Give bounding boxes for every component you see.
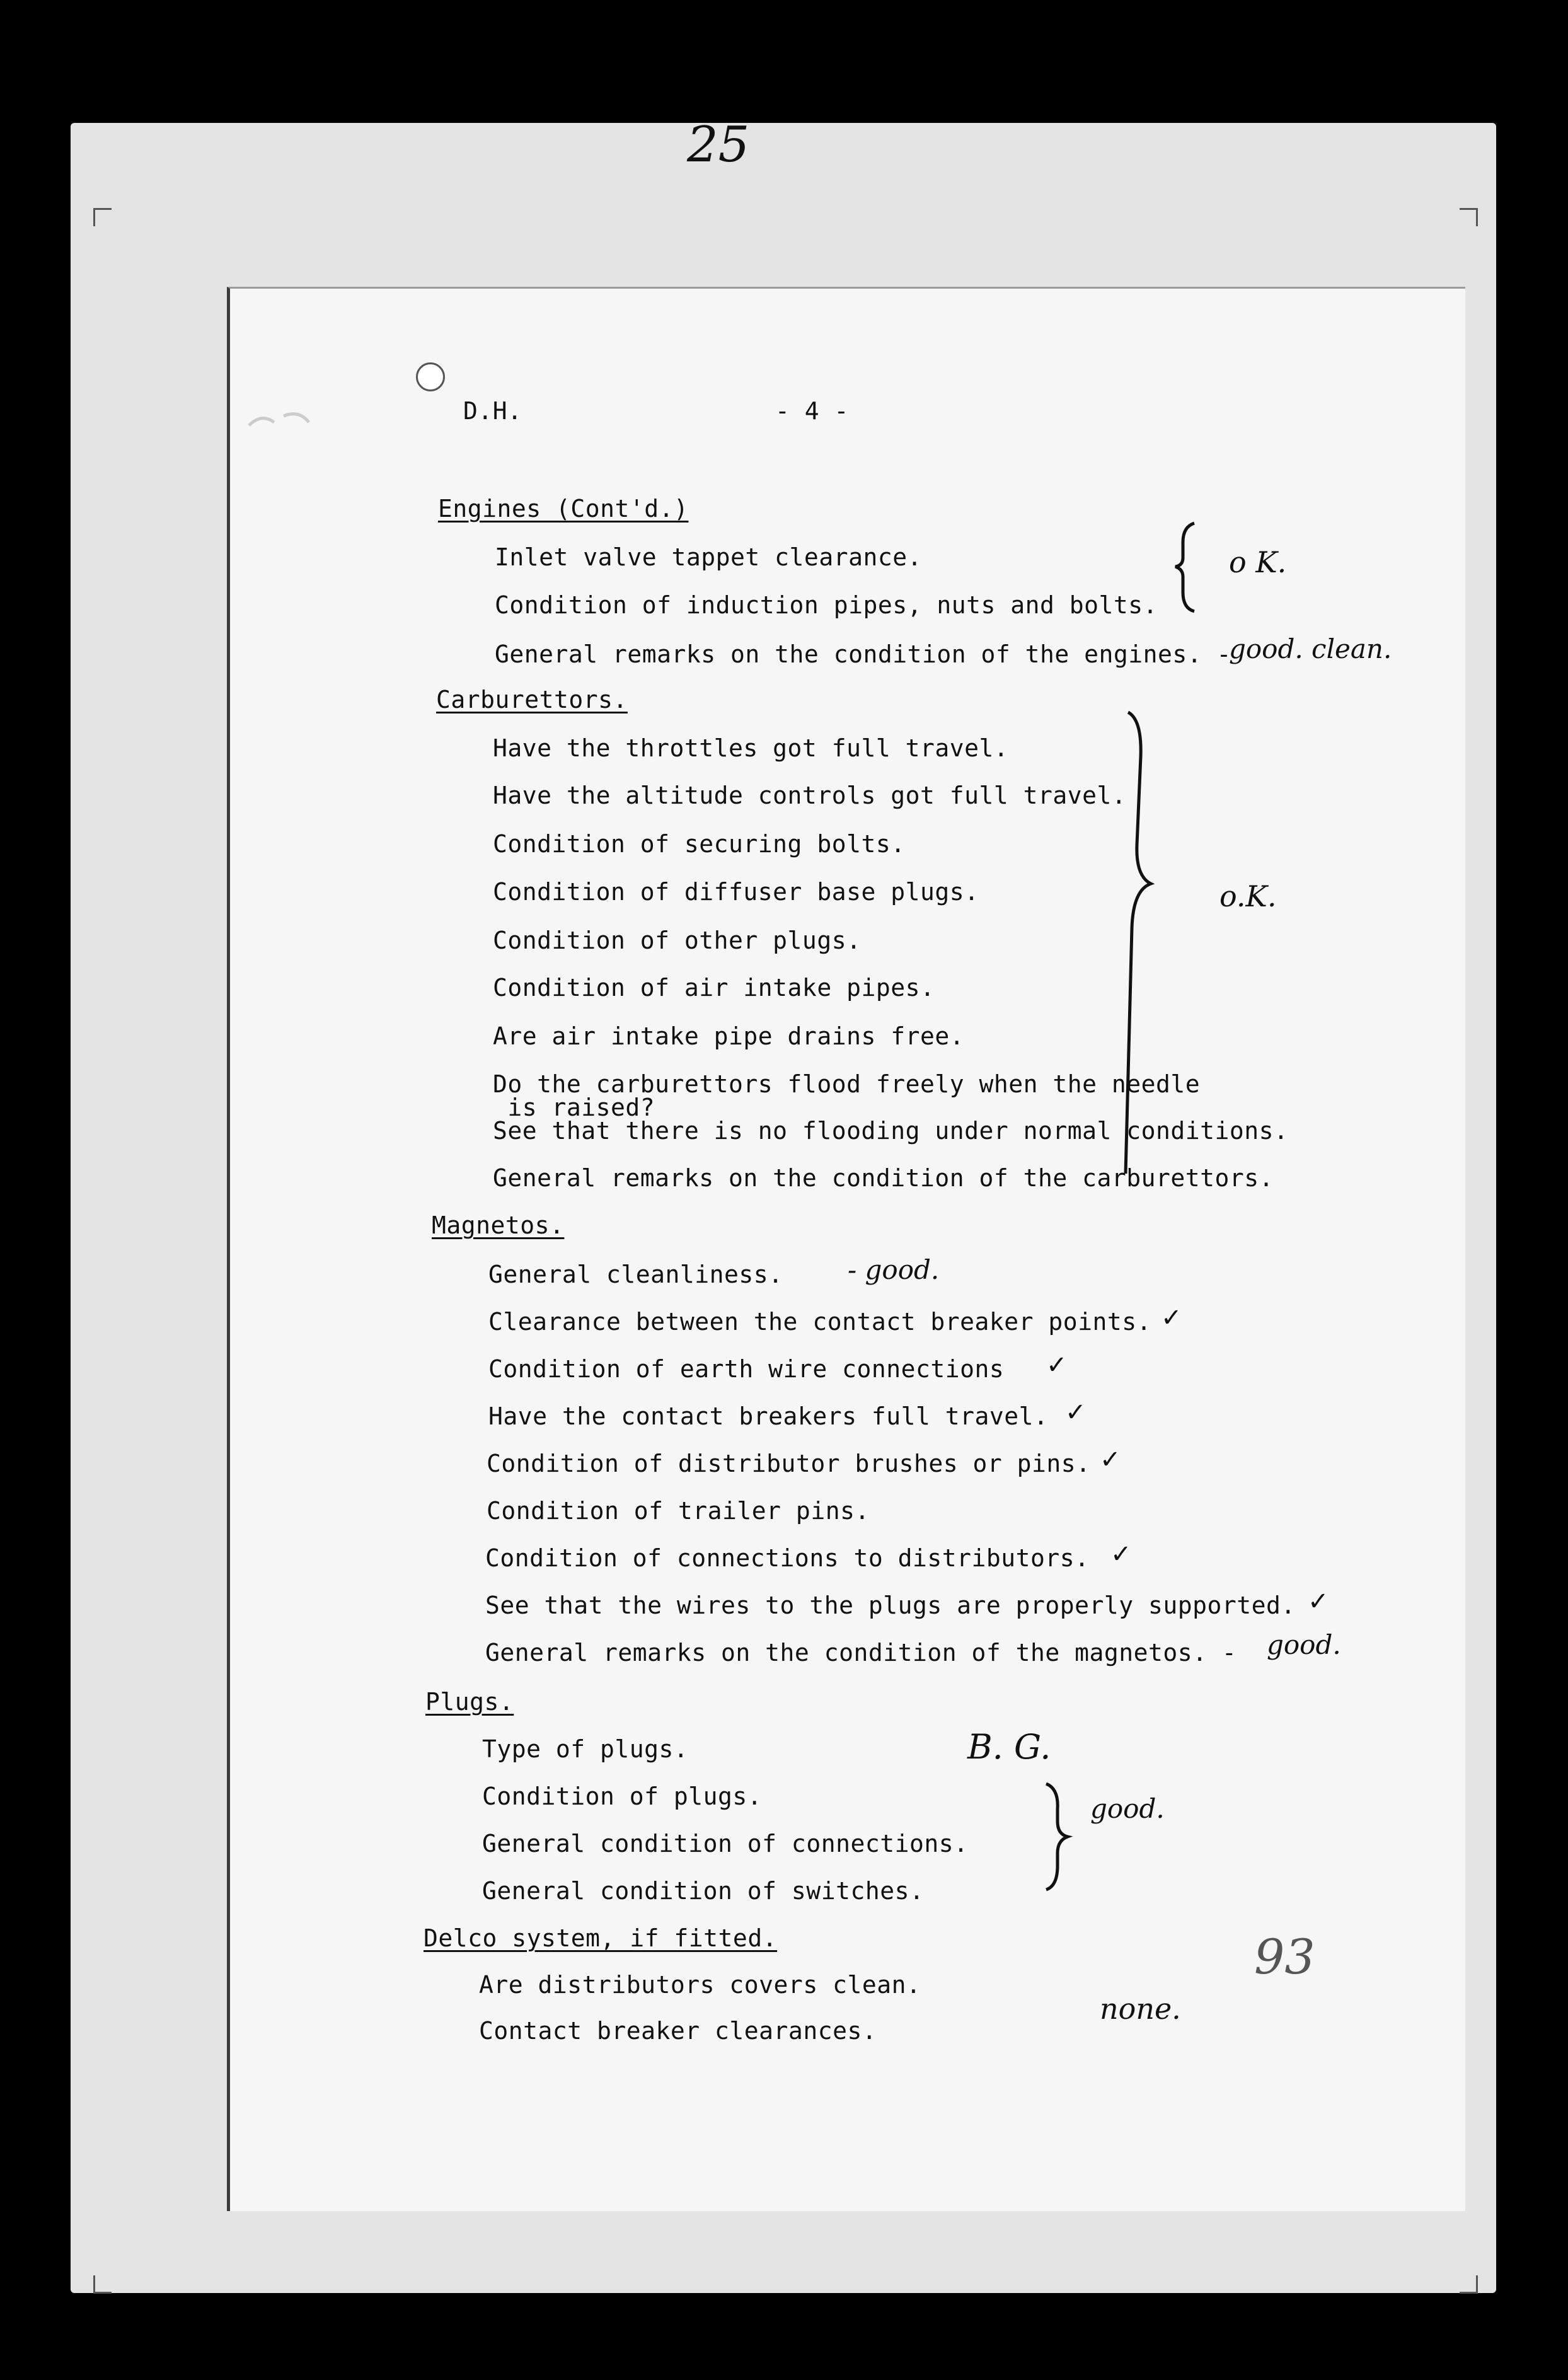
stray-mark — [249, 414, 309, 425]
list-item: Condition of plugs. — [482, 1782, 763, 1810]
list-item: Condition of securing bolts. — [493, 830, 906, 858]
list-item: Have the contact breakers full travel. — [488, 1402, 1049, 1430]
list-item: Clearance between the contact breaker points. — [488, 1308, 1152, 1336]
section-heading-plugs: Plugs. — [425, 1688, 514, 1716]
list-item: General remarks on the condition of the engines. - — [495, 640, 1231, 668]
handwritten-magnetos-cleanliness: - good. — [848, 1254, 940, 1285]
header-left-mark: D.H. — [463, 397, 522, 425]
list-item: General remarks on the condition of the magnetos. - — [485, 1639, 1237, 1667]
handwritten-folio-number: 93 — [1254, 1929, 1315, 1985]
brace-engines — [1175, 523, 1194, 611]
list-item: Condition of other plugs. — [493, 927, 862, 954]
section-heading-carburettors: Carburettors. — [436, 686, 628, 713]
list-item: Condition of induction pipes, nuts and bolts. — [495, 591, 1158, 619]
list-item: See that the wires to the plugs are properly supported. — [485, 1591, 1296, 1619]
section-heading-delco: Delco system, if fitted. — [424, 1924, 778, 1952]
list-item: Contact breaker clearances. — [479, 2017, 877, 2045]
top-number-handwritten: 25 — [687, 117, 750, 173]
list-item: Condition of earth wire connections — [488, 1355, 1005, 1383]
list-item: General cleanliness. — [488, 1261, 783, 1288]
list-item: See that there is no flooding under normal conditions. — [493, 1117, 1289, 1145]
page-number: - 4 - — [775, 397, 849, 425]
list-item: Do the carburettors flood freely when the needle — [493, 1070, 1201, 1098]
handwritten-plugs-condition: good. — [1090, 1793, 1165, 1824]
handwritten-plugs-type: B. G. — [967, 1727, 1051, 1767]
brace-carburettors — [1126, 712, 1151, 1174]
list-item: General condition of switches. — [482, 1877, 925, 1905]
check-mark-icon: ✓ — [1100, 1445, 1121, 1474]
brace-plugs — [1046, 1784, 1068, 1890]
list-item: Type of plugs. — [482, 1735, 689, 1763]
list-item: Condition of diffuser base plugs. — [493, 878, 979, 906]
list-item: Condition of distributor brushes or pins. — [487, 1450, 1091, 1477]
list-item: General condition of connections. — [482, 1830, 969, 1857]
list-item: Have the throttles got full travel. — [493, 734, 1009, 762]
list-item: Have the altitude controls got full travel. — [493, 782, 1127, 809]
list-item: Condition of air intake pipes. — [493, 974, 935, 1002]
list-item: Inlet valve tappet clearance. — [495, 543, 922, 571]
list-item: Are air intake pipe drains free. — [493, 1022, 965, 1050]
handwritten-carburettors-ok: o.K. — [1219, 879, 1277, 913]
check-mark-icon: ✓ — [1046, 1351, 1068, 1380]
check-mark-icon: ✓ — [1065, 1398, 1087, 1427]
section-heading-engines: Engines (Cont'd.) — [438, 495, 689, 523]
list-item: is raised? — [493, 1094, 655, 1121]
section-heading-magnetos: Magnetos. — [432, 1211, 565, 1239]
handwritten-engines-ok: o K. — [1229, 545, 1287, 579]
check-mark-icon: ✓ — [1110, 1540, 1132, 1569]
list-item: Condition of trailer pins. — [487, 1497, 870, 1525]
handwritten-delco: none. — [1100, 1992, 1181, 2026]
check-mark-icon: ✓ — [1308, 1587, 1329, 1616]
list-item: General remarks on the condition of the carburettors. — [493, 1164, 1274, 1192]
list-item: Condition of connections to distributors. — [485, 1544, 1090, 1572]
check-mark-icon: ✓ — [1161, 1303, 1182, 1332]
handwritten-engines-general: good. clean. — [1229, 633, 1392, 664]
list-item: Are distributors covers clean. — [479, 1971, 921, 1999]
handwritten-magnetos-general: good. — [1267, 1629, 1341, 1660]
